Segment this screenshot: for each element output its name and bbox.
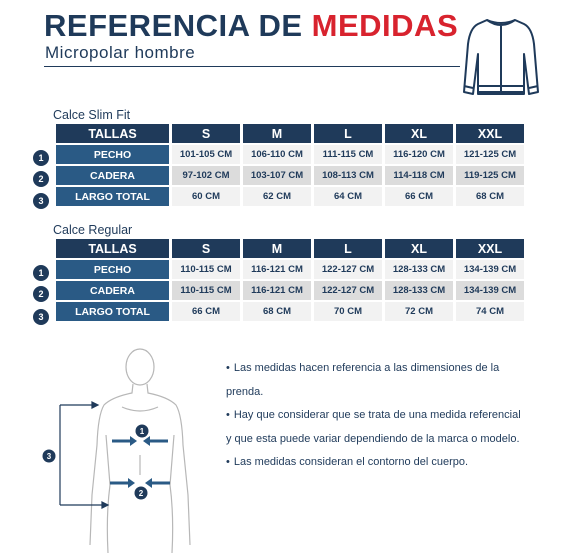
header-size-xl: XL [385,239,453,258]
table-cell: 134-139 CM [456,281,524,300]
notes-list [226,357,526,475]
table-header-row [56,239,524,258]
hip-arrows [110,478,170,488]
marker-3 [43,450,56,463]
header-tallas: TALLAS [56,239,169,258]
table-cell: 68 CM [456,187,524,206]
title-part-1: REFERENCIA DE [44,8,303,43]
row-label-pecho: PECHO [56,145,169,164]
marker-1 [136,425,149,438]
table-cell: 66 CM [385,187,453,206]
title-part-2: MEDIDAS [311,8,459,43]
note-item: • Las medidas consideran el contorno del cuerpo. [226,456,469,468]
header-size-xxl: XXL [456,239,524,258]
table-cell: 116-121 CM [243,260,311,279]
table-cell: 134-139 CM [456,260,524,279]
table-row [56,166,524,185]
table-cell: 74 CM [456,302,524,321]
note-item: • Hay que considerar que se trata de una medida referencial y que esta puede variar dependiendo de la marca o modelo. [226,409,521,445]
page-title [44,8,458,44]
table-row [56,302,524,321]
length-indicator [60,402,108,508]
table-cell: 101-105 CM [172,145,240,164]
header-size-s: S [172,124,240,143]
header-size-xxl: XXL [456,124,524,143]
table-cell: 110-115 CM [172,260,240,279]
table-cell: 72 CM [385,302,453,321]
size-table-regular [53,237,527,323]
title-divider [44,66,460,67]
bullet-icon: • [226,456,230,468]
marker-2 [135,487,148,500]
table-row [56,187,524,206]
table-row [56,145,524,164]
table-cell: 108-113 CM [314,166,382,185]
chest-arrows [112,436,168,446]
table-cell: 122-127 CM [314,281,382,300]
svg-text:1: 1 [139,427,145,436]
header-size-xl: XL [385,124,453,143]
table-cell: 70 CM [314,302,382,321]
svg-text:2: 2 [138,489,144,498]
table-cell: 111-115 CM [314,145,382,164]
table-header-row [56,124,524,143]
number-badge-2: 2 [33,286,49,302]
number-badge-3: 3 [33,193,49,209]
table-cell: 121-125 CM [456,145,524,164]
number-badge-2: 2 [33,171,49,187]
svg-text:3: 3 [46,452,52,461]
table-cell: 110-115 CM [172,281,240,300]
number-badge-3: 3 [33,309,49,325]
number-badge-1: 1 [33,150,49,166]
table-cell: 114-118 CM [385,166,453,185]
bullet-icon: • [226,362,230,374]
table-cell: 128-133 CM [385,281,453,300]
row-label-pecho: PECHO [56,260,169,279]
size-table-slim-fit [53,122,527,208]
table-cell: 68 CM [243,302,311,321]
header-size-l: L [314,124,382,143]
table-cell: 116-121 CM [243,281,311,300]
header-size-s: S [172,239,240,258]
table-cell: 128-133 CM [385,260,453,279]
table-row [56,260,524,279]
table-cell: 122-127 CM [314,260,382,279]
page-subtitle: Micropolar hombre [45,43,196,62]
table-cell: 66 CM [172,302,240,321]
table-cell: 62 CM [243,187,311,206]
table-cell: 116-120 CM [385,145,453,164]
header-tallas: TALLAS [56,124,169,143]
bullet-icon: • [226,409,230,421]
number-badge-1: 1 [33,265,49,281]
body-silhouette [90,349,190,553]
body-measurement-figure [40,345,220,553]
table-cell: 103-107 CM [243,166,311,185]
table-label-regular: Calce Regular [53,223,133,237]
row-label-largo-total: LARGO TOTAL [56,302,169,321]
header-size-m: M [243,124,311,143]
table-cell: 106-110 CM [243,145,311,164]
jacket-icon [462,14,540,100]
row-label-largo-total: LARGO TOTAL [56,187,169,206]
table-label-slim-fit: Calce Slim Fit [53,108,131,122]
header-size-l: L [314,239,382,258]
table-cell: 119-125 CM [456,166,524,185]
table-cell: 64 CM [314,187,382,206]
table-cell: 97-102 CM [172,166,240,185]
row-label-cadera: CADERA [56,281,169,300]
row-label-cadera: CADERA [56,166,169,185]
table-cell: 60 CM [172,187,240,206]
table-row [56,281,524,300]
header-size-m: M [243,239,311,258]
note-item: • Las medidas hacen referencia a las dimensiones de la prenda. [226,362,500,398]
